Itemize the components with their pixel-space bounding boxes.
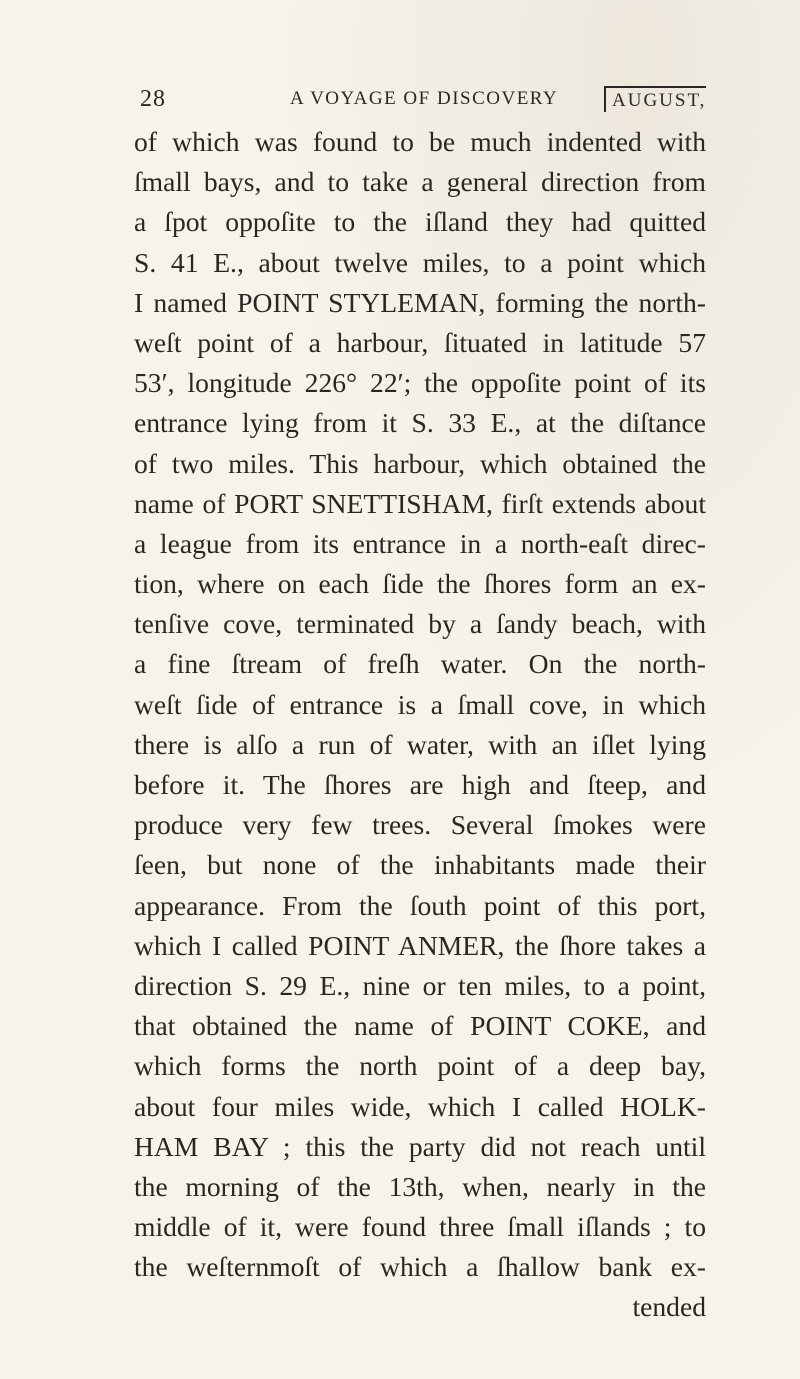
text-line: name of PORT SNETTISHAM, firſt extends about <box>134 487 706 519</box>
body-text <box>134 122 706 1328</box>
text-line: the weſternmoſt of which a ſhallow bank ex- <box>134 1251 706 1283</box>
text-line: tion, where on each ſide the ſhores form an ex- <box>134 568 706 600</box>
text-line: that obtained the name of POINT COKE, and <box>134 1010 706 1042</box>
text-line: the morning of the 13th, when, nearly in the <box>134 1170 706 1202</box>
page-header <box>140 86 792 122</box>
text-line: entrance lying from it S. 33 E., at the diſtance <box>134 407 706 439</box>
text-line: a ſpot oppoſite to the iſland they had quitted <box>134 206 706 238</box>
text-line: S. 41 E., about twelve miles, to a point which <box>134 246 706 278</box>
text-line: of which was found to be much indented with <box>134 126 706 157</box>
text-line: ſeen, but none of the inhabitants made their <box>134 849 706 881</box>
month-heading: AUGUST, <box>604 86 706 112</box>
catchword: tended <box>632 1291 706 1323</box>
text-line: of two miles. This harbour, which obtained the <box>134 447 706 479</box>
text-line: middle of it, were found three ſmall iſlands ; to <box>134 1211 706 1243</box>
page-number: 28 <box>140 86 166 112</box>
text-line: which forms the north point of a deep bay, <box>134 1050 706 1082</box>
text-line: a league from its entrance in a north-eaſt direc- <box>134 527 706 559</box>
text-line: weſt point of a harbour, ſituated in latitude 57 <box>134 326 706 358</box>
text-line: a fine ſtream of freſh water. On the north- <box>134 648 706 680</box>
text-line: which I called POINT ANMER, the ſhore takes a <box>134 929 706 961</box>
running-title: A VOYAGE OF DISCOVERY <box>290 88 559 109</box>
text-line: I named POINT STYLEMAN, forming the north- <box>134 286 706 318</box>
text-line: weſt ſide of entrance is a ſmall cove, in which <box>134 688 706 720</box>
text-line: 53′, longitude 226° 22′; the oppoſite point of its <box>134 367 706 399</box>
text-line: direction S. 29 E., nine or ten miles, to a point, <box>134 969 706 1001</box>
text-line: before it. The ſhores are high and ſteep, and <box>134 769 706 800</box>
text-line: about four miles wide, which I called HOLK- <box>134 1090 706 1122</box>
text-line: tenſive cove, terminated by a ſandy beach, with <box>134 608 706 640</box>
text-line: appearance. From the ſouth point of this port, <box>134 889 706 921</box>
text-line: there is alſo a run of water, with an iſlet lying <box>134 728 706 760</box>
text-line: produce very few trees. Several ſmokes were <box>134 809 706 841</box>
text-line: HAM BAY ; this the party did not reach until <box>134 1130 706 1162</box>
text-line: ſmall bays, and to take a general direction from <box>134 166 706 198</box>
